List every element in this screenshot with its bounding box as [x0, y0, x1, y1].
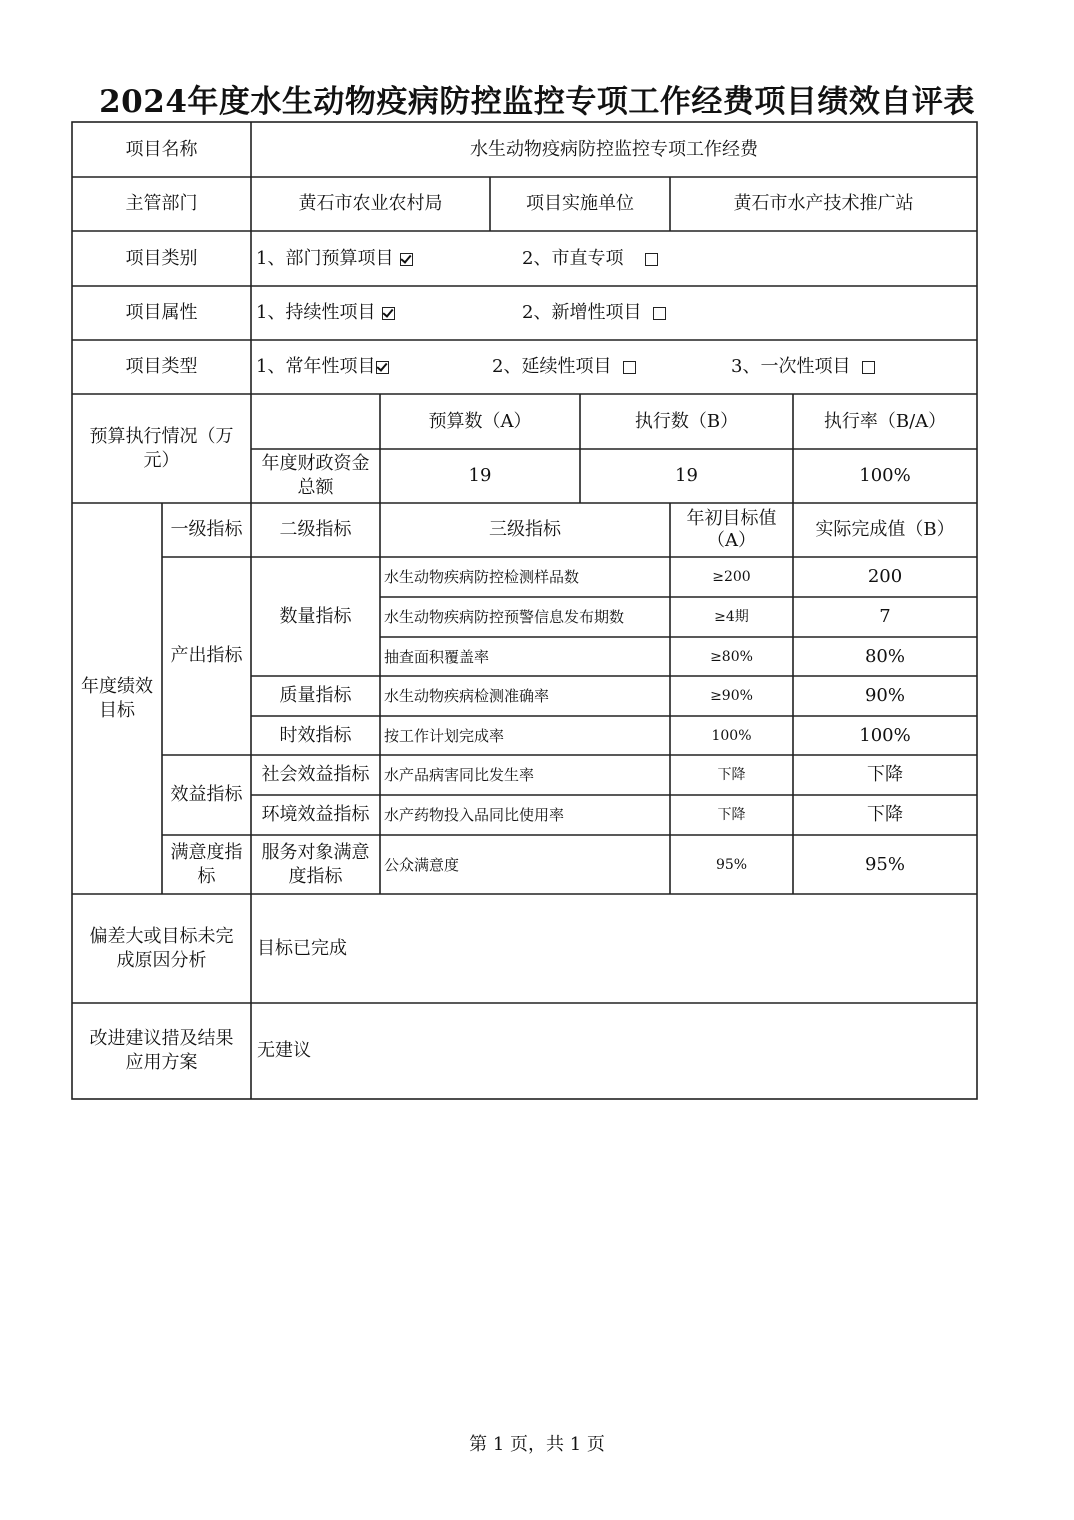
- level2-social: 社会效益指标: [261, 764, 370, 785]
- indicator-name: 按工作计划完成率: [384, 726, 505, 745]
- budget-header-b: 执行数（B）: [634, 410, 739, 432]
- type-option-3-text: 3、一次性项目: [731, 356, 851, 377]
- deviation-value: 目标已完成: [257, 937, 347, 959]
- department-label: 主管部门: [125, 193, 198, 214]
- indicator-target: ≥90%: [710, 688, 753, 704]
- type-option-1[interactable]: [256, 355, 389, 379]
- level2-quality: 质量指标: [279, 685, 352, 706]
- budget-row-label: 年度财政资金总额: [261, 453, 370, 498]
- level2-quantity: 数量指标: [279, 605, 352, 627]
- indicator-name: 水产品病害同比发生率: [384, 766, 535, 784]
- indicator-target: ≥200: [712, 569, 751, 585]
- indicator-actual: 7: [879, 606, 891, 627]
- category-option-2-text: 2、市直专项: [522, 248, 624, 269]
- level2-service-satisfaction: 服务对象满意度指标: [261, 841, 370, 887]
- project-name-value: 水生动物疫病防控监控专项工作经费: [470, 138, 758, 160]
- indicator-actual: 90%: [864, 685, 905, 706]
- unchecked-checkbox-icon[interactable]: [653, 307, 666, 320]
- category-option-1-text: 1、部门预算项目: [256, 248, 394, 269]
- budget-value-rate: 100%: [859, 465, 911, 486]
- performance-label: 年度绩效目标: [81, 675, 153, 721]
- improvement-value: 无建议: [257, 1040, 311, 1061]
- attribute-option-1[interactable]: [256, 301, 395, 325]
- indicator-actual: 下降: [867, 804, 903, 825]
- indicator-target: 下降: [717, 807, 746, 823]
- page-footer: 第 1 页，共 1 页: [469, 1434, 605, 1455]
- checked-checkbox-icon[interactable]: [376, 361, 389, 374]
- budget-value-b: 19: [675, 465, 698, 486]
- indicator-actual: 下降: [867, 764, 903, 785]
- level2-environment: 环境效益指标: [261, 804, 370, 825]
- budget-header-rate: 执行率（B/A）: [823, 410, 947, 432]
- indicator-actual: 95%: [864, 853, 905, 875]
- project-name-label: 项目名称: [125, 138, 198, 160]
- indicator-name: 水生动物疾病防控检测样品数: [384, 568, 580, 586]
- deviation-label: 偏差大或目标未完成原因分析: [89, 925, 234, 971]
- indicator-name: 抽查面积覆盖率: [384, 647, 490, 666]
- category-label: 项目类别: [125, 247, 198, 269]
- type-option-2[interactable]: [492, 355, 636, 379]
- indicator-name: 水生动物疾病防控预警信息发布期数: [384, 608, 625, 626]
- type-option-1-text: 1、常年性项目: [256, 356, 376, 377]
- performance-header-target: 年初目标值（A）: [686, 508, 777, 551]
- type-option-3[interactable]: [731, 355, 875, 379]
- implementing-unit-value: 黄石市水产技术推广站: [733, 193, 914, 214]
- category-option-1[interactable]: [256, 247, 413, 271]
- department-value: 黄石市农业农村局: [298, 193, 443, 214]
- indicator-name: 公众满意度: [384, 855, 460, 874]
- indicator-target: 100%: [711, 727, 752, 744]
- unchecked-checkbox-icon[interactable]: [623, 361, 636, 374]
- indicator-target: ≥4期: [714, 609, 749, 625]
- type-option-2-text: 2、延续性项目: [492, 356, 612, 377]
- unchecked-checkbox-icon[interactable]: [645, 253, 658, 266]
- attribute-label: 项目属性: [125, 302, 198, 323]
- implementing-unit-label: 项目实施单位: [526, 193, 634, 214]
- attribute-option-1-text: 1、持续性项目: [256, 302, 376, 323]
- indicator-actual: 100%: [859, 724, 911, 746]
- budget-value-a: 19: [468, 465, 492, 486]
- level1-output: 产出指标: [170, 645, 243, 666]
- performance-header-level1: 一级指标: [170, 519, 243, 540]
- attribute-option-2-text: 2、新增性项目: [522, 302, 642, 323]
- indicator-target: 下降: [717, 767, 746, 783]
- performance-header-actual: 实际完成值（B）: [815, 519, 955, 540]
- budget-header-a: 预算数（A）: [428, 410, 532, 432]
- budget-label: 预算执行情况（万元）: [89, 425, 234, 471]
- unchecked-checkbox-icon[interactable]: [862, 361, 875, 374]
- indicator-target: 95%: [715, 856, 748, 873]
- attribute-option-2[interactable]: [522, 301, 666, 325]
- page-title: 2024年度水生动物疫病防控监控专项工作经费项目绩效自评表: [99, 84, 975, 120]
- performance-header-level3: 三级指标: [489, 519, 561, 540]
- indicator-target: ≥80%: [710, 648, 753, 665]
- indicator-actual: 200: [867, 566, 903, 587]
- level2-timeliness: 时效指标: [279, 724, 352, 746]
- category-option-2[interactable]: [522, 247, 658, 271]
- indicator-name: 水产药物投入品同比使用率: [384, 806, 565, 824]
- improvement-label: 改进建议措及结果应用方案: [89, 1028, 234, 1073]
- type-label: 项目类型: [125, 356, 198, 377]
- checked-checkbox-icon[interactable]: [400, 253, 413, 266]
- level1-satisfaction: 满意度指标: [170, 841, 243, 887]
- performance-header-level2: 二级指标: [279, 519, 352, 540]
- level1-benefit: 效益指标: [170, 784, 243, 805]
- checked-checkbox-icon[interactable]: [382, 307, 395, 320]
- indicator-name: 水生动物疾病检测准确率: [384, 687, 550, 705]
- indicator-actual: 80%: [864, 645, 905, 667]
